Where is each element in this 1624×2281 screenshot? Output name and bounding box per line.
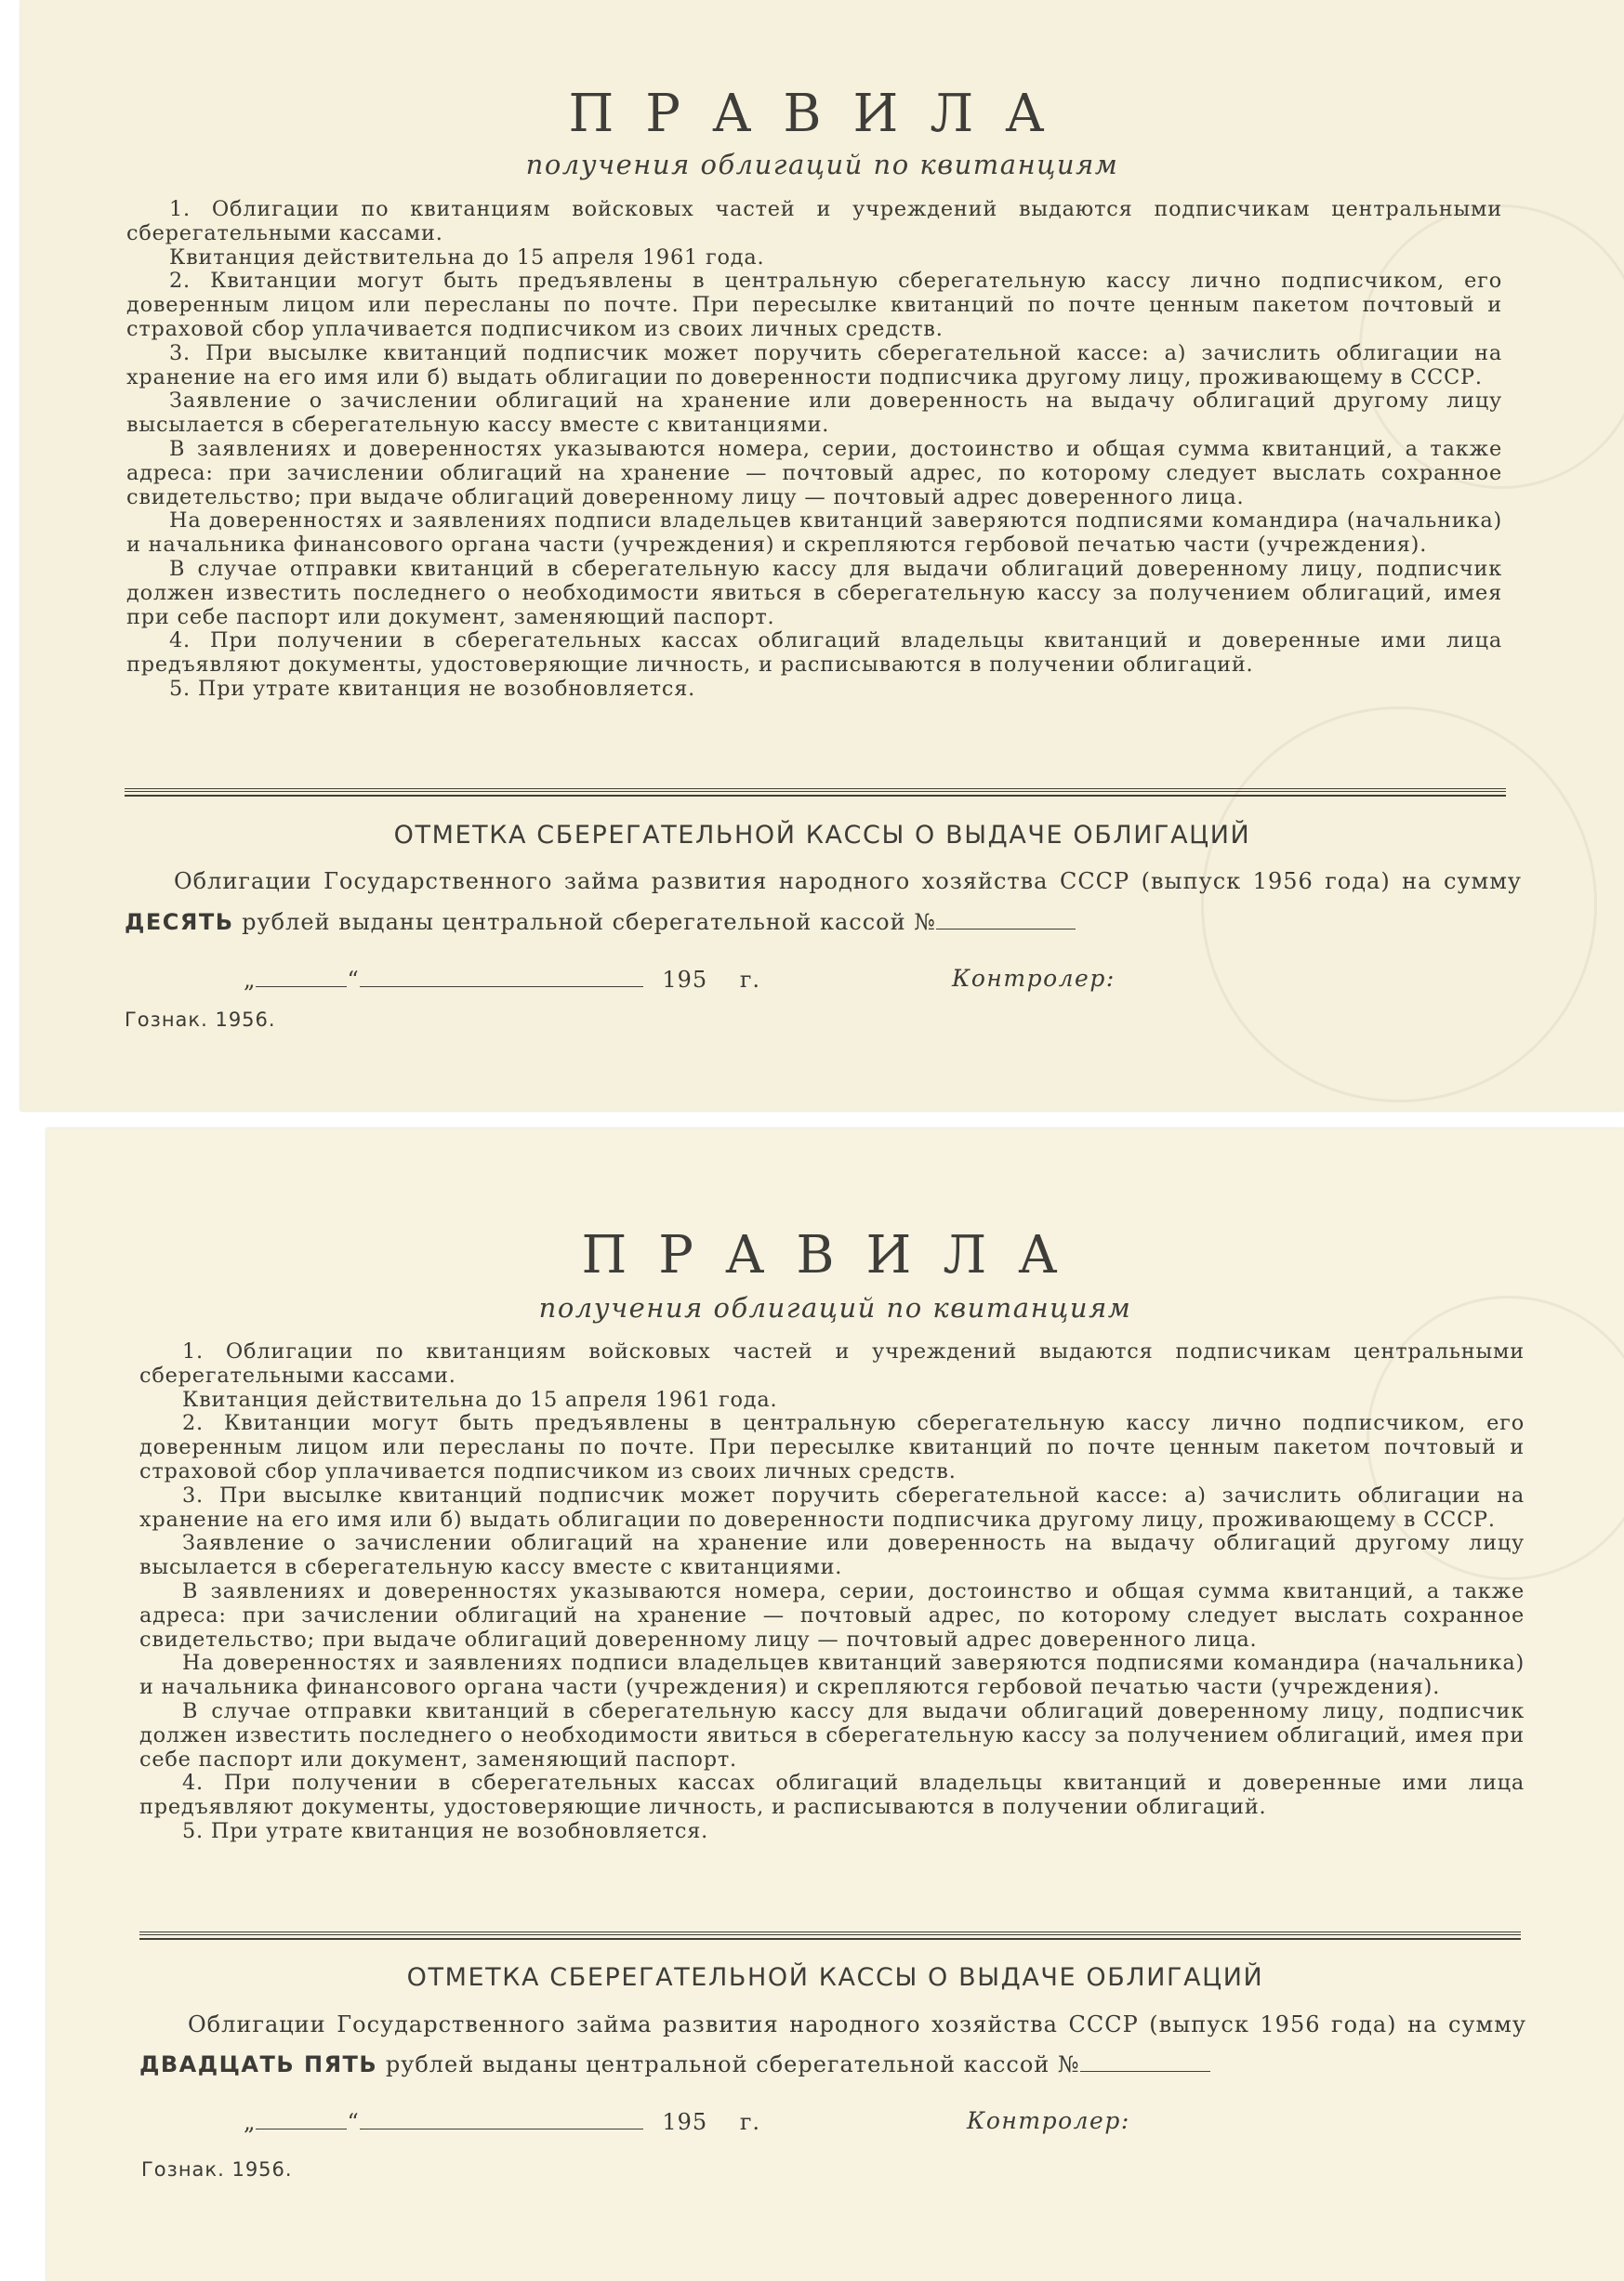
- savings-bank-mark-heading: ОТМЕТКА СБЕРЕГАТЕЛЬНОЙ КАССЫ О ВЫДАЧЕ ОБЛИГАЦИЙ: [393, 821, 1251, 850]
- page-subtitle: получения облигаций по квитанциям: [525, 149, 1119, 180]
- day-blank: [256, 2110, 347, 2129]
- rule-paragraph: В заявлениях и доверенностях указываются номера, серии, достоинство и общая сумма квитанций, а также адреса: при зачислении облигаций на хранение — почтовый адрес, по которому следует выслать сохранное свидетельство; при выдаче облигаций доверенному лицу — почтовый адрес доверенного лица.: [139, 1578, 1525, 1652]
- section-divider: [139, 1932, 1521, 1935]
- rule-paragraph: 2. Квитанции могут быть предъявлены в центральную сберегательную кассу лично подписчиком, его доверенным лицом или пересланы по почте. При пересылке квитанций по почте ценным пакетом почтовый и страховой сбор уплачивается подписчиком из своих личных средств.: [126, 269, 1502, 341]
- rule-paragraph: 3. При высылке квитанций подписчик может поручить сберегательной кассе: а) зачислить облигации на хранение на его имя или б) выдать облигации по доверенности подписчика другому лицу, проживающему в СССР.: [126, 340, 1502, 389]
- year-prefix: 195: [662, 967, 708, 993]
- date-line: [244, 2109, 760, 2135]
- rule-paragraph: Заявление о зачислении облигаций на хранение или доверенность на выдачу облигаций другому лицу высылается в сберегательную кассу вместе с квитанциями.: [139, 1531, 1525, 1580]
- rule-paragraph: 1. Облигации по квитанциям войсковых частей и учреждений выдаются подписчикам центральными сберегательными кассами.: [126, 197, 1502, 245]
- printer-imprint: Гознак. 1956.: [141, 2158, 293, 2181]
- rule-paragraph: На доверенностях и заявлениях подписи владельцев квитанций заверяются подписями командира (начальника) и начальника финансового органа части (учреждения) и скрепляются гербовой печатью части (учреждения).: [126, 508, 1502, 558]
- rule-paragraph: В случае отправки квитанций в сберегательную кассу для выдачи облигаций доверенному лицу, подписчик должен известить последнего о необходимости явиться в сберегательную кассу за получением облигаций, имея при себе паспорт или документ, заменяющий паспорт.: [139, 1698, 1525, 1772]
- bank-number-blank: [936, 910, 1076, 930]
- rule-paragraph: Заявление о зачислении облигаций на хранение или доверенность на выдачу облигаций другому лицу высылается в сберегательную кассу вместе с квитанциями.: [126, 389, 1502, 438]
- amount-line: [125, 909, 1076, 935]
- bond-receipt-sheet-1: [20, 0, 1624, 1111]
- quote-open: „: [244, 2109, 257, 2135]
- month-blank: [360, 2110, 643, 2129]
- rule-paragraph: 4. При получении в сберегательных кассах облигаций владельцы квитанций и доверенные ими лица предъявляют документы, удостоверяющие личность, и расписываются в получении облигаций.: [126, 628, 1502, 678]
- year-suffix: г.: [739, 967, 761, 993]
- amount-words: ДЕСЯТЬ: [125, 909, 234, 935]
- bond-description: Облигации Государственного займа развития народного хозяйства СССР (выпуск 1956 года) на сумму: [174, 868, 1522, 894]
- amount-words: ДВАДЦАТЬ ПЯТЬ: [139, 2051, 378, 2077]
- section-divider: [125, 788, 1506, 792]
- quote-open: „: [244, 967, 257, 993]
- page-title: ПРАВИЛА: [581, 1225, 1089, 1286]
- date-line: [244, 967, 760, 993]
- rule-paragraph: 3. При высылке квитанций подписчик может поручить сберегательной кассе: а) зачислить облигации на хранение на его имя или б) выдать облигации по доверенности подписчика другому лицу, проживающему в СССР.: [139, 1483, 1525, 1532]
- faded-stamp: [1201, 706, 1597, 1102]
- amount-line-text: рублей выданы центральной сберегательной кассой №: [242, 909, 936, 935]
- rule-paragraph: 4. При получении в сберегательных кассах облигаций владельцы квитанций и доверенные ими лица предъявляют документы, удостоверяющие личность, и расписываются в получении облигаций.: [139, 1771, 1525, 1820]
- rule-paragraph: 1. Облигации по квитанциям войсковых частей и учреждений выдаются подписчикам центральными сберегательными кассами.: [139, 1339, 1525, 1388]
- rules-text: [139, 1340, 1525, 1844]
- rule-paragraph: 5. При утрате квитанция не возобновляется.: [169, 676, 696, 701]
- month-blank: [360, 968, 643, 987]
- rule-paragraph: 5. При утрате квитанция не возобновляется.: [182, 1818, 709, 1843]
- bond-receipt-sheet-2: [46, 1128, 1624, 2281]
- printer-imprint: Гознак. 1956.: [125, 1009, 276, 1031]
- amount-line-text: рублей выданы центральной сберегательной кассой №: [385, 2051, 1080, 2077]
- rule-paragraph: 2. Квитанции могут быть предъявлены в центральную сберегательную кассу лично подписчиком, его доверенным лицом или пересланы по почте. При пересылке квитанций по почте ценным пакетом почтовый и страховой сбор уплачивается подписчиком из своих личных средств.: [139, 1411, 1525, 1483]
- year-prefix: 195: [662, 2109, 708, 2135]
- bond-description: Облигации Государственного займа развития народного хозяйства СССР (выпуск 1956 года) на сумму: [188, 2011, 1526, 2037]
- page-subtitle: получения облигаций по квитанциям: [538, 1292, 1132, 1324]
- quote-close: “: [347, 2109, 360, 2135]
- bank-number-blank: [1080, 2052, 1210, 2072]
- rule-paragraph: В случае отправки квитанций в сберегательную кассу для выдачи облигаций доверенному лицу, подписчик должен известить последнего о необходимости явиться в сберегательную кассу за получением облигаций, имея при себе паспорт или документ, заменяющий паспорт.: [126, 556, 1502, 629]
- rules-text: [126, 198, 1502, 702]
- controller-label: Контролер:: [967, 2107, 1130, 2134]
- page-title: ПРАВИЛА: [568, 84, 1076, 144]
- savings-bank-mark-heading: ОТМЕТКА СБЕРЕГАТЕЛЬНОЙ КАССЫ О ВЫДАЧЕ ОБЛИГАЦИЙ: [406, 1963, 1264, 1992]
- day-blank: [256, 968, 347, 987]
- rule-paragraph: В заявлениях и доверенностях указываются номера, серии, достоинство и общая сумма квитанций, а также адреса: при зачислении облигаций на хранение — почтовый адрес, по которому следует выслать сохранное свидетельство; при выдаче облигаций доверенному лицу — почтовый адрес доверенного лица.: [126, 436, 1502, 509]
- amount-line: [139, 2051, 1210, 2077]
- rule-paragraph: Квитанция действительна до 15 апреля 1961 года.: [182, 1387, 778, 1412]
- controller-label: Контролер:: [952, 965, 1116, 992]
- quote-close: “: [347, 967, 360, 993]
- rule-paragraph: Квитанция действительна до 15 апреля 1961 года.: [169, 244, 765, 270]
- rule-paragraph: На доверенностях и заявлениях подписи владельцев квитанций заверяются подписями командира (начальника) и начальника финансового органа части (учреждения) и скрепляются гербовой печатью части (учреждения).: [139, 1651, 1525, 1700]
- year-suffix: г.: [739, 2109, 761, 2135]
